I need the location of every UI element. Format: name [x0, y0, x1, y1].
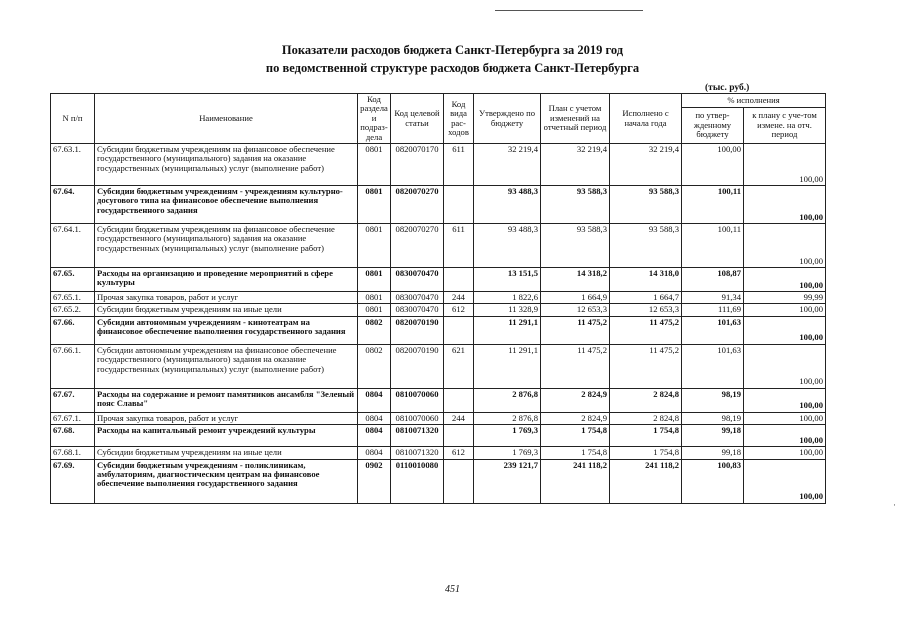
row-pct-approved: 100,11: [682, 186, 744, 224]
row-num: 67.65.2.: [51, 304, 95, 316]
row-num: 67.67.: [51, 388, 95, 412]
row-section: 0804: [358, 447, 391, 459]
header-plan: План с учетом изменений на отчетный период: [541, 94, 610, 144]
header-pct-group: % исполнения: [682, 94, 826, 108]
header-num: N п/п: [51, 94, 95, 144]
row-plan: 12 653,3: [541, 304, 610, 316]
row-name: Субсидии бюджетным учреждениям - учреждениям культурно-досугового типа на финансовое обеспечение выполнения государственного задания: [95, 186, 358, 224]
row-type: [444, 459, 474, 503]
row-approved: 32 219,4: [474, 144, 541, 186]
row-num: 67.69.: [51, 459, 95, 503]
header-pct-approved: по утвер-жденному бюджету: [682, 108, 744, 144]
row-pct-plan: 100,00: [744, 144, 826, 186]
row-executed: 93 588,3: [610, 224, 682, 268]
row-section: 0802: [358, 316, 391, 344]
row-target: 0810070060: [391, 388, 444, 412]
row-num: 67.68.1.: [51, 447, 95, 459]
row-pct-plan: 99,99: [744, 292, 826, 304]
row-plan: 11 475,2: [541, 316, 610, 344]
table-row: [51, 292, 826, 304]
row-plan: 2 824,9: [541, 412, 610, 424]
row-section: 0804: [358, 412, 391, 424]
row-num: 67.67.1.: [51, 412, 95, 424]
row-name: Прочая закупка товаров, работ и услуг: [95, 412, 358, 424]
row-pct-approved: 108,87: [682, 268, 744, 292]
budget-table: [50, 93, 826, 504]
page-title: Показатели расходов бюджета Санкт-Петербурга за 2019 год: [281, 43, 624, 57]
row-plan: 93 588,3: [541, 186, 610, 224]
row-num: 67.66.: [51, 316, 95, 344]
table-row: [51, 144, 826, 186]
header-pct-plan: к плану с уче-том измене. на отч. период: [744, 108, 826, 144]
margin-mark: ·: [893, 500, 896, 510]
row-pct-plan: 100,00: [744, 304, 826, 316]
row-pct-approved: 111,69: [682, 304, 744, 316]
row-section: 0801: [358, 268, 391, 292]
row-approved: 93 488,3: [474, 224, 541, 268]
table-row: [51, 344, 826, 388]
row-executed: 32 219,4: [610, 144, 682, 186]
row-pct-plan: 100,00: [744, 344, 826, 388]
row-pct-plan: 100,00: [744, 459, 826, 503]
table-row: [51, 316, 826, 344]
row-approved: 1 769,3: [474, 425, 541, 447]
header-target: Код целевой статьи: [391, 94, 444, 144]
row-section: 0801: [358, 144, 391, 186]
header-name: Наименование: [95, 94, 358, 144]
row-executed: 1 754,8: [610, 447, 682, 459]
row-section: 0802: [358, 344, 391, 388]
row-name: Прочая закупка товаров, работ и услуг: [95, 292, 358, 304]
table-row: [51, 224, 826, 268]
table-row: [51, 268, 826, 292]
header-section: Код раздела и подраз-дела: [358, 94, 391, 144]
row-plan: 11 475,2: [541, 344, 610, 388]
row-target: 0810071320: [391, 425, 444, 447]
row-executed: 11 475,2: [610, 344, 682, 388]
row-target: 0110010080: [391, 459, 444, 503]
row-plan: 2 824,9: [541, 388, 610, 412]
row-type: [444, 316, 474, 344]
row-target: 0820070170: [391, 144, 444, 186]
row-approved: 11 328,9: [474, 304, 541, 316]
top-rule: [495, 10, 643, 11]
row-plan: 1 664,9: [541, 292, 610, 304]
row-name: Субсидии бюджетным учреждениям на иные цели: [95, 304, 358, 316]
row-section: 0902: [358, 459, 391, 503]
row-target: 0830070470: [391, 304, 444, 316]
row-pct-plan: 100,00: [744, 447, 826, 459]
row-pct-approved: 101,63: [682, 316, 744, 344]
row-executed: 241 118,2: [610, 459, 682, 503]
header-executed: Исполнено с начала года: [610, 94, 682, 144]
row-section: 0801: [358, 186, 391, 224]
row-name: Субсидии бюджетным учреждениям на финансовое обеспечение государственного (муниципального) задания на оказание государственных (муниципальных) услуг (выполнение работ): [95, 144, 358, 186]
table-row: [51, 304, 826, 316]
row-type: 612: [444, 304, 474, 316]
row-plan: 93 588,3: [541, 224, 610, 268]
unit-label: (тыс. руб.): [705, 83, 750, 93]
table-row: [51, 425, 826, 447]
row-pct-plan: 100,00: [744, 316, 826, 344]
row-plan: 1 754,8: [541, 447, 610, 459]
row-pct-plan: 100,00: [744, 268, 826, 292]
row-num: 67.64.: [51, 186, 95, 224]
row-name: Расходы на капитальный ремонт учреждений культуры: [95, 425, 358, 447]
row-name: Субсидии автономным учреждениям - кинотеатрам на финансовое обеспечение выполнения государственного задания: [95, 316, 358, 344]
row-target: 0820070270: [391, 186, 444, 224]
row-executed: 93 588,3: [610, 186, 682, 224]
row-target: 0830070470: [391, 292, 444, 304]
row-pct-approved: 98,19: [682, 412, 744, 424]
row-type: [444, 186, 474, 224]
row-num: 67.66.1.: [51, 344, 95, 388]
row-plan: 32 219,4: [541, 144, 610, 186]
row-plan: 1 754,8: [541, 425, 610, 447]
row-type: [444, 388, 474, 412]
row-type: [444, 268, 474, 292]
row-executed: 2 824,8: [610, 412, 682, 424]
row-pct-approved: 100,11: [682, 224, 744, 268]
row-section: 0801: [358, 224, 391, 268]
row-pct-plan: 100,00: [744, 425, 826, 447]
row-pct-approved: 100,00: [682, 144, 744, 186]
row-pct-approved: 98,19: [682, 388, 744, 412]
row-approved: 1 769,3: [474, 447, 541, 459]
row-type: 612: [444, 447, 474, 459]
row-type: 611: [444, 144, 474, 186]
row-pct-plan: 100,00: [744, 224, 826, 268]
row-approved: 239 121,7: [474, 459, 541, 503]
row-num: 67.68.: [51, 425, 95, 447]
row-target: 0810070060: [391, 412, 444, 424]
table-row: [51, 412, 826, 424]
row-target: 0830070470: [391, 268, 444, 292]
page-number: 451: [445, 584, 460, 595]
row-type: [444, 425, 474, 447]
row-section: 0804: [358, 425, 391, 447]
row-approved: 93 488,3: [474, 186, 541, 224]
row-approved: 11 291,1: [474, 344, 541, 388]
row-type: 621: [444, 344, 474, 388]
table-row: [51, 388, 826, 412]
row-pct-plan: 100,00: [744, 186, 826, 224]
row-name: Субсидии бюджетным учреждениям - поликлиникам, амбулаториям, диагностическим центрам на финансовое обеспечение выполнения государственного задания: [95, 459, 358, 503]
row-num: 67.63.1.: [51, 144, 95, 186]
row-executed: 12 653,3: [610, 304, 682, 316]
row-executed: 1 664,7: [610, 292, 682, 304]
row-approved: 2 876,8: [474, 388, 541, 412]
row-pct-approved: 99,18: [682, 425, 744, 447]
header-type: Код вида рас-ходов: [444, 94, 474, 144]
row-section: 0804: [358, 388, 391, 412]
row-type: 244: [444, 412, 474, 424]
row-name: Субсидии автономным учреждениям на финансовое обеспечение государственного (муниципального) задания на оказание государственных (муниципальных) услуг (выполнение работ): [95, 344, 358, 388]
row-executed: 2 824,8: [610, 388, 682, 412]
row-pct-approved: 101,63: [682, 344, 744, 388]
table-row: [51, 447, 826, 459]
row-executed: 11 475,2: [610, 316, 682, 344]
row-pct-approved: 91,34: [682, 292, 744, 304]
row-target: 0820070190: [391, 344, 444, 388]
row-pct-plan: 100,00: [744, 412, 826, 424]
row-target: 0810071320: [391, 447, 444, 459]
row-plan: 241 118,2: [541, 459, 610, 503]
row-num: 67.65.1.: [51, 292, 95, 304]
row-num: 67.65.: [51, 268, 95, 292]
row-approved: 1 822,6: [474, 292, 541, 304]
row-name: Расходы на содержание и ремонт памятников ансамбля "Зеленый пояс Славы": [95, 388, 358, 412]
row-section: 0801: [358, 304, 391, 316]
row-target: 0820070270: [391, 224, 444, 268]
table-body: [51, 144, 826, 504]
row-name: Расходы на организацию и проведение мероприятий в сфере культуры: [95, 268, 358, 292]
row-type: 244: [444, 292, 474, 304]
row-pct-approved: 100,83: [682, 459, 744, 503]
header-approved: Утверждено по бюджету: [474, 94, 541, 144]
row-name: Субсидии бюджетным учреждениям на финансовое обеспечение государственного (муниципального) задания на оказание государственных (муниципальных) услуг (выполнение работ): [95, 224, 358, 268]
row-plan: 14 318,2: [541, 268, 610, 292]
table-row: [51, 459, 826, 503]
table-row: [51, 186, 826, 224]
row-pct-approved: 99,18: [682, 447, 744, 459]
row-executed: 14 318,0: [610, 268, 682, 292]
row-name: Субсидии бюджетным учреждениям на иные цели: [95, 447, 358, 459]
row-num: 67.64.1.: [51, 224, 95, 268]
row-section: 0801: [358, 292, 391, 304]
row-target: 0820070190: [391, 316, 444, 344]
row-pct-plan: 100,00: [744, 388, 826, 412]
page-subtitle: по ведомственной структуре расходов бюджета Санкт-Петербурга: [265, 61, 640, 75]
row-approved: 13 151,5: [474, 268, 541, 292]
row-executed: 1 754,8: [610, 425, 682, 447]
row-approved: 2 876,8: [474, 412, 541, 424]
row-type: 611: [444, 224, 474, 268]
row-approved: 11 291,1: [474, 316, 541, 344]
